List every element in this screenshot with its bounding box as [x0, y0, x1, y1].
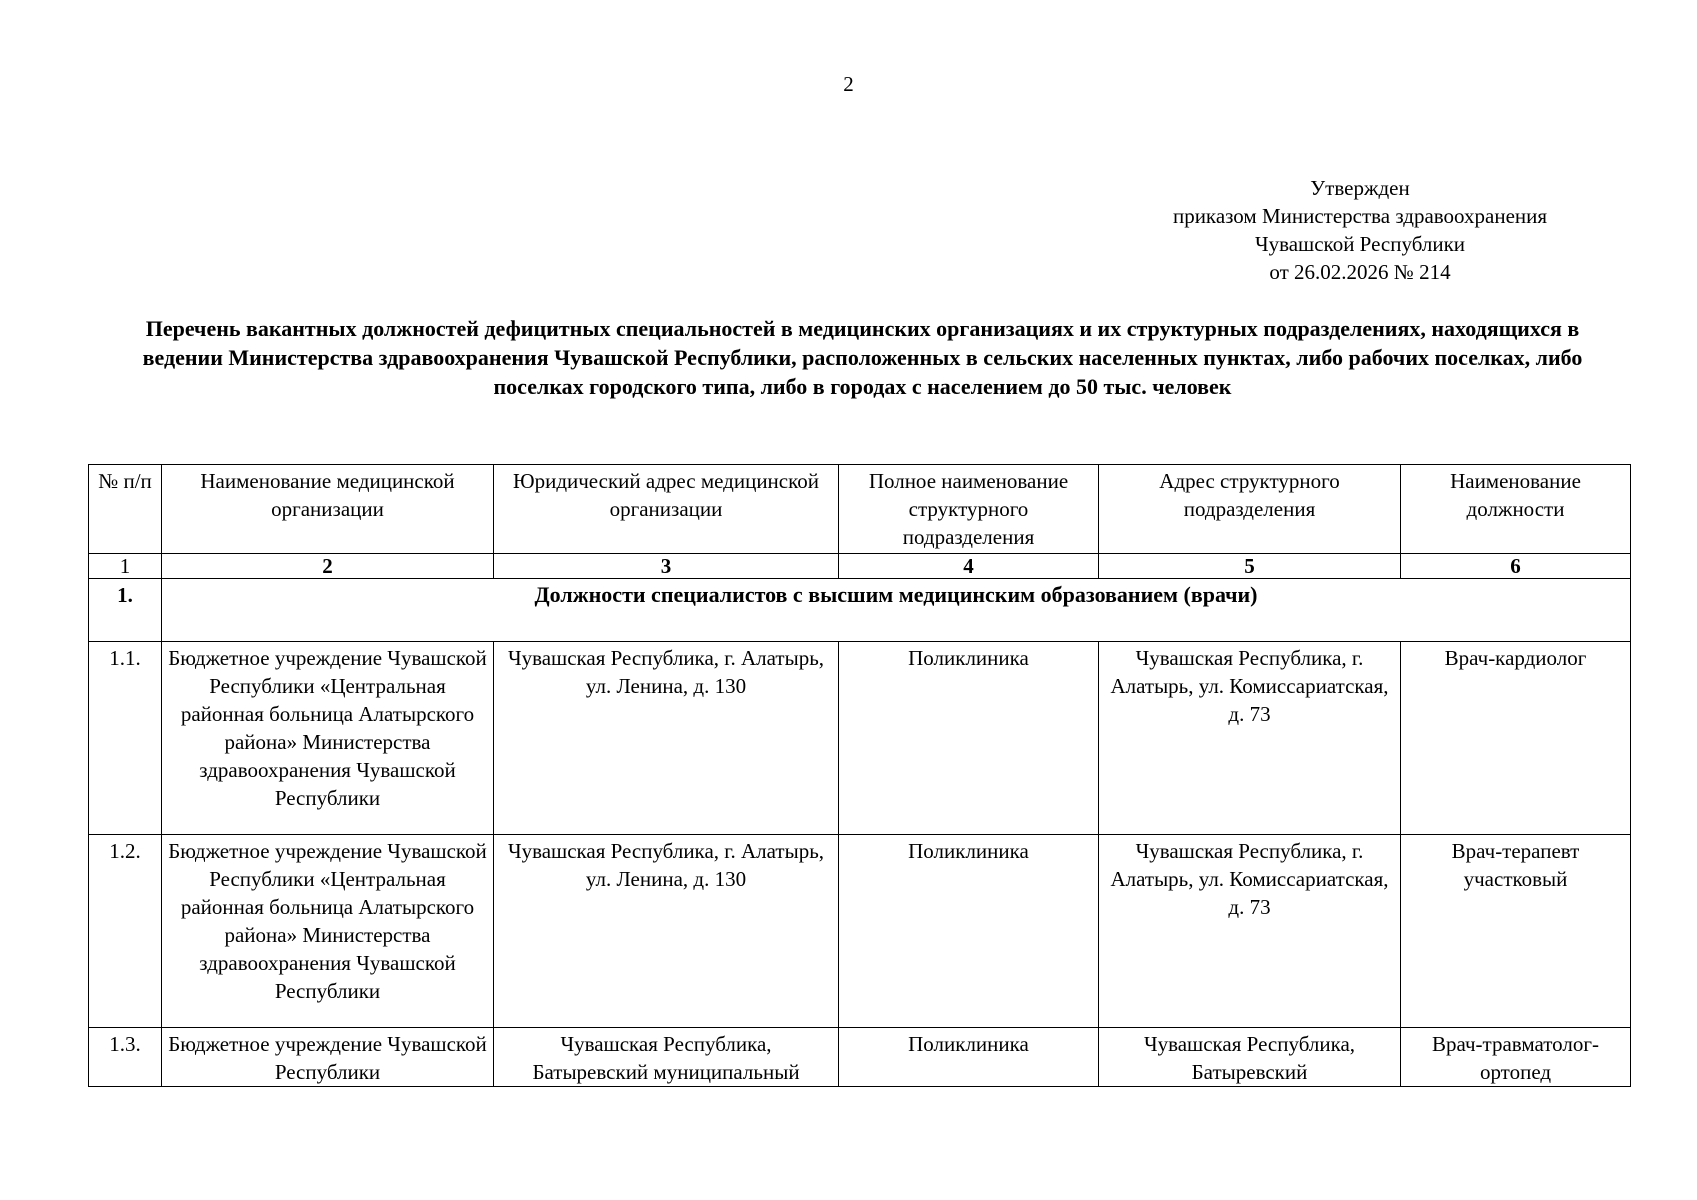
column-number: 5 [1099, 554, 1401, 579]
column-number: 6 [1401, 554, 1631, 579]
legal-address [494, 1028, 839, 1087]
org-name [162, 1028, 494, 1087]
vacancies-table [88, 464, 1631, 1087]
header-unit-name: Полное наименование структурного подразделения [839, 465, 1099, 554]
unit-address: Чувашская Республика, г. Алатырь, ул. Комиссариатская, д. 73 [1099, 835, 1401, 1028]
approval-line: приказом Министерства здравоохранения [1172, 204, 1548, 228]
table-row [89, 1028, 1631, 1087]
column-number: 1 [89, 554, 162, 579]
unit-address [1099, 1028, 1401, 1087]
position: Врач-кардиолог [1401, 642, 1631, 835]
column-number: 3 [494, 554, 839, 579]
section-row [89, 579, 1631, 642]
table-row [89, 642, 1631, 835]
unit-name: Поликлиника [839, 642, 1099, 835]
approval-line: Утвержден [1310, 176, 1410, 200]
unit-name-text: Поликлиника [908, 1032, 1029, 1056]
column-number: 2 [162, 554, 494, 579]
column-number: 4 [839, 554, 1099, 579]
row-number [89, 1028, 162, 1087]
table-row [89, 835, 1631, 1028]
page-number: 2 [843, 72, 854, 96]
position-text: Врач-травматолог-ортопед [1432, 1032, 1599, 1084]
unit-address-text: Чувашская Республика, Батыревский [1143, 1032, 1356, 1084]
section-number: 1. [89, 579, 162, 642]
document-title: Перечень вакантных должностей дефицитных специальностей в медицинских организациях и их структурных подразделениях, находящихся в ведении Министерства здравоохранения Чувашской Республики, расположенных в сельских населенных пунктах, либо рабочих поселках, либо поселках городского типа, либо в городах с населением до 50 тыс. человек [142, 316, 1583, 399]
unit-name: Поликлиника [839, 835, 1099, 1028]
legal-address: Чувашская Республика, г. Алатырь, ул. Ленина, д. 130 [494, 835, 839, 1028]
org-name-text: Бюджетное учреждение Чувашской Республики [168, 1032, 487, 1084]
row-number: 1.2. [89, 835, 162, 1028]
legal-address: Чувашская Республика, г. Алатырь, ул. Ленина, д. 130 [494, 642, 839, 835]
header-unit-address: Адрес структурного подразделения [1099, 465, 1401, 554]
header-legal-address: Юридический адрес медицинской организации [494, 465, 839, 554]
row-number-text: 1.3. [109, 1032, 141, 1056]
header-position: Наименование должности [1401, 465, 1631, 554]
unit-address: Чувашская Республика, г. Алатырь, ул. Комиссариатская, д. 73 [1099, 642, 1401, 835]
section-title: Должности специалистов с высшим медицинским образованием (врачи) [162, 579, 1631, 642]
header-org-name: Наименование медицинской организации [162, 465, 494, 554]
legal-address-text: Чувашская Республика, Батыревский муниципальный [532, 1032, 800, 1084]
org-name: Бюджетное учреждение Чувашской Республики «Центральная районная больница Алатырского района» Министерства здравоохранения Чувашской Республики [162, 835, 494, 1028]
position: Врач-терапевт участковый [1401, 835, 1631, 1028]
approval-line: Чувашской Республики [1254, 232, 1466, 256]
row-number: 1.1. [89, 642, 162, 835]
unit-name [839, 1028, 1099, 1087]
org-name: Бюджетное учреждение Чувашской Республики «Центральная районная больница Алатырского района» Министерства здравоохранения Чувашской Республики [162, 642, 494, 835]
header-number: № п/п [89, 465, 162, 554]
approval-line: от 26.02.2026 № 214 [1269, 260, 1451, 284]
position [1401, 1028, 1631, 1087]
approval-stamp [1130, 174, 1590, 286]
